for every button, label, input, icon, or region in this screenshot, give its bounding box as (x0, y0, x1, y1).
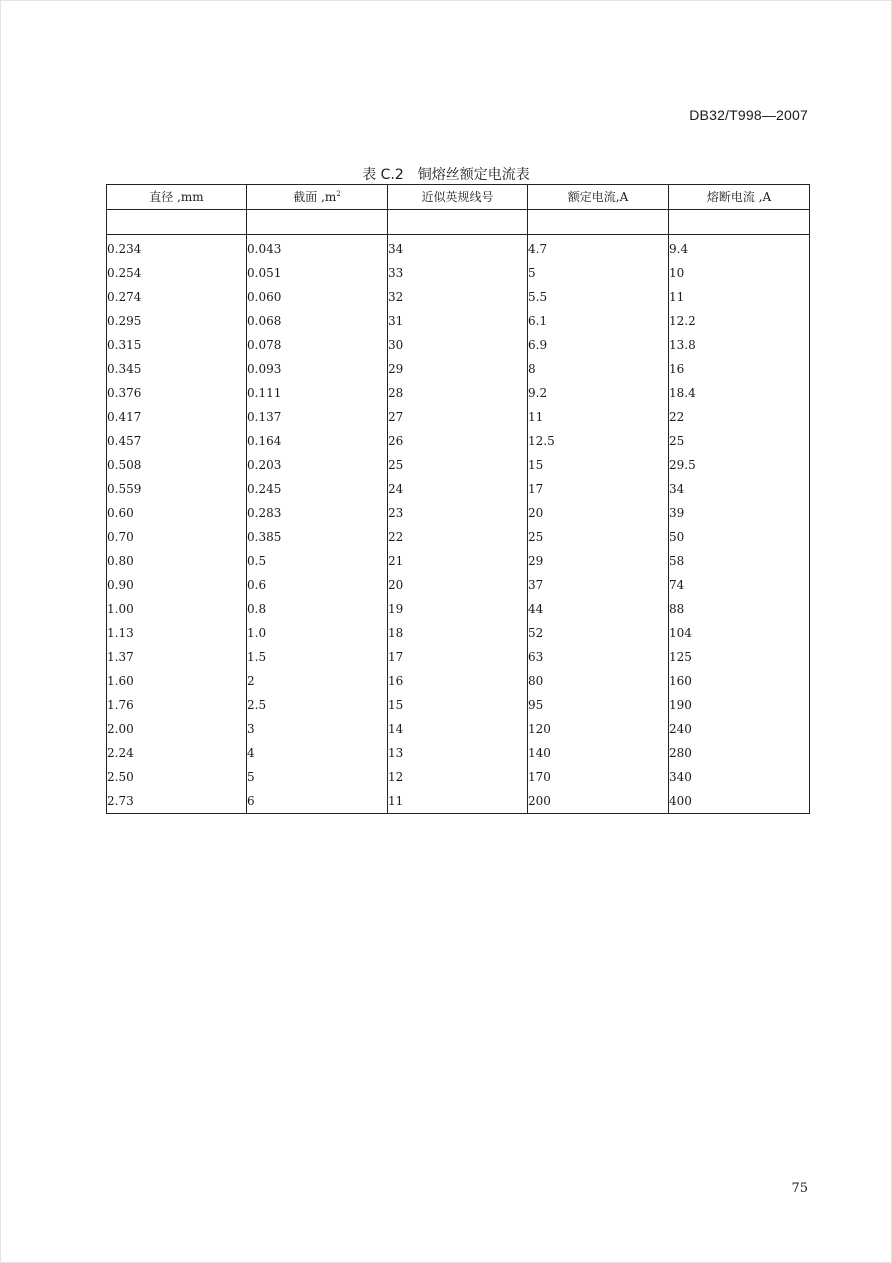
cell-rated-current: 120 (528, 717, 669, 741)
table-row (107, 235, 810, 262)
cell-rated-current: 15 (528, 453, 669, 477)
spacer-cell (388, 210, 528, 235)
cell-fusing-current: 104 (669, 621, 810, 645)
cell-diameter: 0.254 (107, 261, 247, 285)
table-row (107, 333, 810, 357)
cell-cross-section: 1.5 (247, 645, 388, 669)
cell-fusing-current: 160 (669, 669, 810, 693)
column-header-diameter: 直径 ,mm (107, 185, 247, 210)
cell-wire-gauge: 13 (388, 741, 528, 765)
cell-diameter: 2.24 (107, 741, 247, 765)
cell-rated-current: 5 (528, 261, 669, 285)
cell-wire-gauge: 19 (388, 597, 528, 621)
cell-cross-section: 1.0 (247, 621, 388, 645)
cell-wire-gauge: 21 (388, 549, 528, 573)
cell-rated-current: 80 (528, 669, 669, 693)
spacer-cell (107, 210, 247, 235)
cell-wire-gauge: 20 (388, 573, 528, 597)
table-body (107, 235, 810, 814)
spacer-cell (528, 210, 669, 235)
cell-fusing-current: 280 (669, 741, 810, 765)
cell-rated-current: 44 (528, 597, 669, 621)
cell-rated-current: 9.2 (528, 381, 669, 405)
cell-rated-current: 6.9 (528, 333, 669, 357)
cell-diameter: 1.00 (107, 597, 247, 621)
document-id: DB32/T998—2007 (689, 107, 808, 123)
cell-wire-gauge: 34 (388, 235, 528, 262)
cell-diameter: 1.76 (107, 693, 247, 717)
cell-cross-section: 2.5 (247, 693, 388, 717)
cell-wire-gauge: 32 (388, 285, 528, 309)
cell-rated-current: 4.7 (528, 235, 669, 262)
cell-wire-gauge: 29 (388, 357, 528, 381)
cell-rated-current: 37 (528, 573, 669, 597)
cell-diameter: 0.80 (107, 549, 247, 573)
cell-fusing-current: 11 (669, 285, 810, 309)
table-caption (0, 164, 892, 184)
cell-fusing-current: 50 (669, 525, 810, 549)
cell-diameter: 1.13 (107, 621, 247, 645)
table-row (107, 693, 810, 717)
cell-cross-section: 0.093 (247, 357, 388, 381)
cell-diameter: 0.274 (107, 285, 247, 309)
cell-diameter: 0.234 (107, 235, 247, 262)
cell-wire-gauge: 24 (388, 477, 528, 501)
table-row (107, 285, 810, 309)
cell-rated-current: 20 (528, 501, 669, 525)
cell-cross-section: 0.6 (247, 573, 388, 597)
cell-rated-current: 170 (528, 765, 669, 789)
cell-cross-section: 0.164 (247, 429, 388, 453)
cell-diameter: 1.60 (107, 669, 247, 693)
table-row (107, 453, 810, 477)
cell-fusing-current: 125 (669, 645, 810, 669)
cell-cross-section: 0.111 (247, 381, 388, 405)
cell-wire-gauge: 17 (388, 645, 528, 669)
cell-diameter: 0.60 (107, 501, 247, 525)
cell-fusing-current: 39 (669, 501, 810, 525)
cell-rated-current: 140 (528, 741, 669, 765)
cell-cross-section: 5 (247, 765, 388, 789)
cell-diameter: 1.37 (107, 645, 247, 669)
page-number: 75 (791, 1181, 808, 1196)
cell-wire-gauge: 30 (388, 333, 528, 357)
cell-wire-gauge: 14 (388, 717, 528, 741)
cell-fusing-current: 340 (669, 765, 810, 789)
cell-fusing-current: 10 (669, 261, 810, 285)
cell-fusing-current: 22 (669, 405, 810, 429)
column-header-fusing-current: 熔断电流 ,A (669, 185, 810, 210)
table-header-row (107, 185, 810, 210)
cell-fusing-current: 88 (669, 597, 810, 621)
cell-fusing-current: 12.2 (669, 309, 810, 333)
cell-rated-current: 29 (528, 549, 669, 573)
cell-fusing-current: 190 (669, 693, 810, 717)
cell-rated-current: 6.1 (528, 309, 669, 333)
cell-cross-section: 0.060 (247, 285, 388, 309)
cell-diameter: 0.315 (107, 333, 247, 357)
cell-diameter: 0.345 (107, 357, 247, 381)
cell-cross-section: 3 (247, 717, 388, 741)
table-row (107, 669, 810, 693)
table-row (107, 357, 810, 381)
fuse-current-table (106, 184, 810, 814)
cell-diameter: 2.50 (107, 765, 247, 789)
cell-wire-gauge: 12 (388, 765, 528, 789)
cell-wire-gauge: 18 (388, 621, 528, 645)
cell-rated-current: 63 (528, 645, 669, 669)
table-row (107, 381, 810, 405)
cell-rated-current: 8 (528, 357, 669, 381)
table-row (107, 717, 810, 741)
table-row (107, 765, 810, 789)
table-row (107, 741, 810, 765)
cell-rated-current: 200 (528, 789, 669, 814)
cell-cross-section: 0.203 (247, 453, 388, 477)
cell-diameter: 0.559 (107, 477, 247, 501)
table-caption-number: 表 C.2 (362, 167, 404, 183)
cell-cross-section: 0.245 (247, 477, 388, 501)
cell-fusing-current: 9.4 (669, 235, 810, 262)
table-row (107, 789, 810, 814)
cell-cross-section: 6 (247, 789, 388, 814)
cell-fusing-current: 400 (669, 789, 810, 814)
column-header-rated-current: 额定电流,A (528, 185, 669, 210)
table-row (107, 501, 810, 525)
cell-fusing-current: 34 (669, 477, 810, 501)
cell-wire-gauge: 22 (388, 525, 528, 549)
cell-fusing-current: 13.8 (669, 333, 810, 357)
table-row (107, 477, 810, 501)
cell-diameter: 0.90 (107, 573, 247, 597)
cell-cross-section: 0.137 (247, 405, 388, 429)
cell-rated-current: 12.5 (528, 429, 669, 453)
cell-cross-section: 0.068 (247, 309, 388, 333)
cell-wire-gauge: 25 (388, 453, 528, 477)
cell-fusing-current: 74 (669, 573, 810, 597)
cell-wire-gauge: 33 (388, 261, 528, 285)
cell-cross-section: 0.385 (247, 525, 388, 549)
cell-cross-section: 0.043 (247, 235, 388, 262)
cell-cross-section: 0.051 (247, 261, 388, 285)
table-row (107, 621, 810, 645)
cell-rated-current: 25 (528, 525, 669, 549)
table-row (107, 429, 810, 453)
table-header-spacer-row (107, 210, 810, 235)
table-row (107, 645, 810, 669)
cell-rated-current: 52 (528, 621, 669, 645)
cell-diameter: 0.457 (107, 429, 247, 453)
column-header-wire-gauge: 近似英规线号 (388, 185, 528, 210)
spacer-cell (247, 210, 388, 235)
cell-rated-current: 11 (528, 405, 669, 429)
table-row (107, 549, 810, 573)
cell-diameter: 0.295 (107, 309, 247, 333)
cell-rated-current: 5.5 (528, 285, 669, 309)
cell-diameter: 2.73 (107, 789, 247, 814)
cell-diameter: 0.376 (107, 381, 247, 405)
cell-wire-gauge: 15 (388, 693, 528, 717)
table-caption-title: 铜熔丝额定电流表 (417, 167, 530, 183)
cell-wire-gauge: 27 (388, 405, 528, 429)
cell-fusing-current: 240 (669, 717, 810, 741)
cell-fusing-current: 16 (669, 357, 810, 381)
cell-diameter: 0.70 (107, 525, 247, 549)
cell-wire-gauge: 31 (388, 309, 528, 333)
cell-cross-section: 2 (247, 669, 388, 693)
cell-rated-current: 95 (528, 693, 669, 717)
cell-cross-section: 0.283 (247, 501, 388, 525)
cell-cross-section: 0.078 (247, 333, 388, 357)
column-header-cross-section: 截面 $,m^2$ (247, 185, 388, 210)
table-row (107, 261, 810, 285)
cell-wire-gauge: 11 (388, 789, 528, 814)
table-row (107, 573, 810, 597)
cell-fusing-current: 58 (669, 549, 810, 573)
cell-fusing-current: 29.5 (669, 453, 810, 477)
table-row (107, 405, 810, 429)
cell-cross-section: 0.8 (247, 597, 388, 621)
cell-wire-gauge: 28 (388, 381, 528, 405)
cell-diameter: 2.00 (107, 717, 247, 741)
cell-cross-section: 0.5 (247, 549, 388, 573)
cell-cross-section: 4 (247, 741, 388, 765)
table-row (107, 525, 810, 549)
spacer-cell (669, 210, 810, 235)
cell-fusing-current: 18.4 (669, 381, 810, 405)
cell-wire-gauge: 23 (388, 501, 528, 525)
table-row (107, 597, 810, 621)
cell-diameter: 0.417 (107, 405, 247, 429)
cell-fusing-current: 25 (669, 429, 810, 453)
cell-wire-gauge: 26 (388, 429, 528, 453)
table-row (107, 309, 810, 333)
cell-diameter: 0.508 (107, 453, 247, 477)
cell-wire-gauge: 16 (388, 669, 528, 693)
cell-rated-current: 17 (528, 477, 669, 501)
